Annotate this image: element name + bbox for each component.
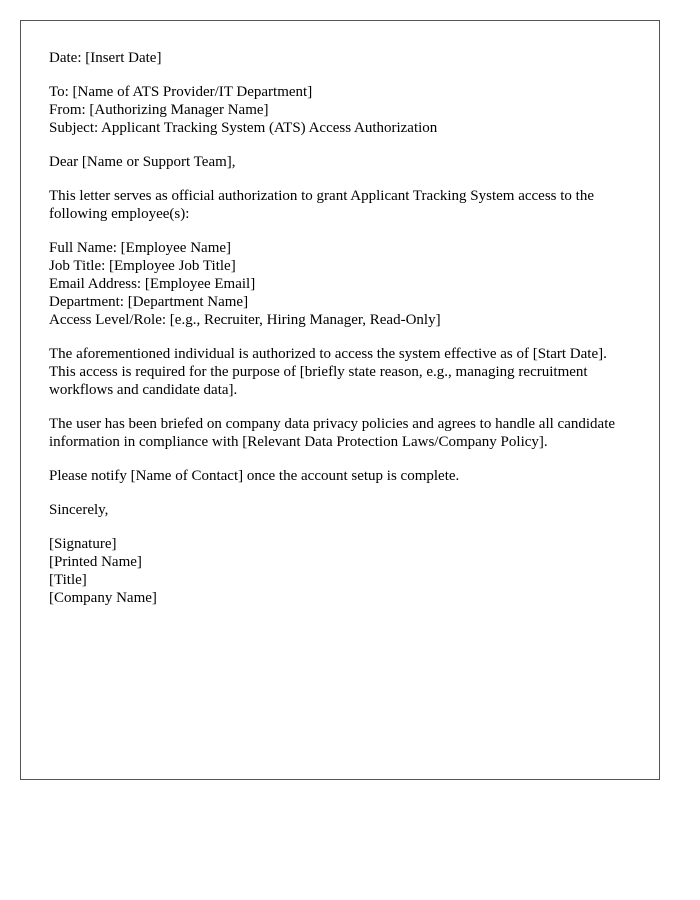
date-block xyxy=(49,49,631,67)
compliance-paragraph: The user has been briefed on company data privacy policies and agrees to handle all candidate information in compliance with [Relevant Data Protection Laws/Company Policy]. xyxy=(49,416,616,450)
purpose-paragraph: The aforementioned individual is authorized to access the system effective as of [Start Date]. This access is required for the purpose of [briefly state reason, e.g., managing recruitment workflows and candidate data]. xyxy=(49,346,607,398)
letter-header xyxy=(49,83,631,137)
full-name-line: Full Name: [Employee Name] xyxy=(49,240,232,256)
date-line: Date: [Insert Date] xyxy=(49,50,162,66)
salutation: Dear [Name or Support Team], xyxy=(49,154,236,170)
closing: Sincerely, xyxy=(49,502,109,518)
signature-line: [Signature] xyxy=(49,536,117,552)
salutation-block xyxy=(49,153,631,171)
job-title-line: Job Title: [Employee Job Title] xyxy=(49,258,236,274)
email-line: Email Address: [Employee Email] xyxy=(49,276,256,292)
letter-page xyxy=(20,20,660,780)
employee-details xyxy=(49,239,631,329)
from-line: From: [Authorizing Manager Name] xyxy=(49,102,269,118)
to-line: To: [Name of ATS Provider/IT Department] xyxy=(49,84,313,100)
closing-block xyxy=(49,501,631,519)
signature-block xyxy=(49,535,631,607)
subject-line: Subject: Applicant Tracking System (ATS) Access Authorization xyxy=(49,120,438,136)
printed-name-line: [Printed Name] xyxy=(49,554,142,570)
title-line: [Title] xyxy=(49,572,87,588)
access-level-line: Access Level/Role: [e.g., Recruiter, Hiring Manager, Read-Only] xyxy=(49,312,441,328)
notify-paragraph: Please notify [Name of Contact] once the account setup is complete. xyxy=(49,468,460,484)
intro-paragraph: This letter serves as official authorization to grant Applicant Tracking System access to the following employee(s): xyxy=(49,188,595,222)
department-line: Department: [Department Name] xyxy=(49,294,249,310)
company-line: [Company Name] xyxy=(49,590,157,606)
